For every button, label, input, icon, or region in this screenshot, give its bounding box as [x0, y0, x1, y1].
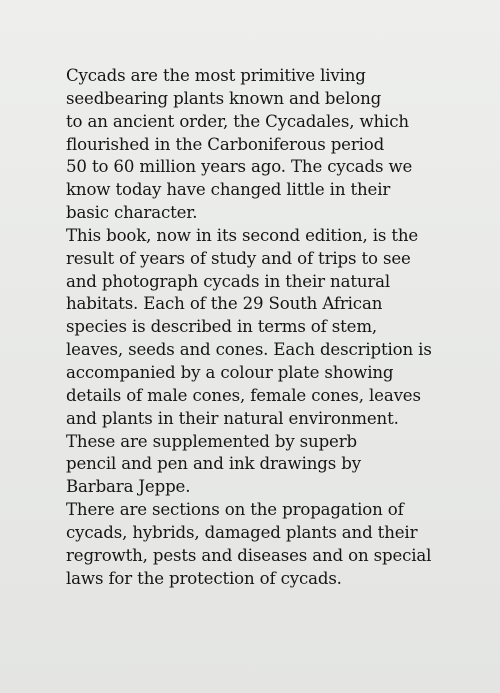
blurb-line: basic character.	[66, 203, 198, 223]
blurb-line: Barbara Jeppe.	[66, 477, 191, 497]
blurb-line: accompanied by a colour plate showing	[66, 362, 394, 382]
blurb-line: seedbearing plants known and belong	[66, 88, 382, 108]
blurb-line: flourished in the Carboniferous period	[66, 134, 385, 154]
blurb-line: Cycads are the most primitive living	[66, 66, 366, 85]
blurb-line: and plants in their natural environment.	[66, 408, 399, 428]
blurb-line: habitats. Each of the 29 South African	[66, 294, 383, 314]
blurb-line: to an ancient order, the Cycadales, which	[66, 111, 409, 131]
blurb-line: This book, now in its second edition, is the	[66, 225, 419, 245]
blurb-line: cycads, hybrids, damaged plants and their	[66, 522, 418, 542]
blurb-text	[66, 65, 486, 590]
blurb-line: 50 to 60 million years ago. The cycads we	[66, 157, 413, 177]
blurb-line: result of years of study and of trips to see	[66, 248, 411, 268]
blurb-line: leaves, seeds and cones. Each description is	[66, 340, 432, 360]
blurb-line: These are supplemented by superb	[66, 431, 357, 451]
blurb-line: laws for the protection of cycads.	[66, 568, 342, 588]
blurb-line: pencil and pen and ink drawings by	[66, 454, 361, 474]
blurb-line: There are sections on the propagation of	[66, 500, 404, 520]
blurb-line: know today have changed little in their	[66, 180, 391, 200]
blurb-line: species is described in terms of stem,	[66, 317, 378, 337]
blurb-line: details of male cones, female cones, leaves	[66, 385, 421, 405]
blurb-line: regrowth, pests and diseases and on special	[66, 545, 432, 565]
blurb-line: and photograph cycads in their natural	[66, 271, 391, 291]
